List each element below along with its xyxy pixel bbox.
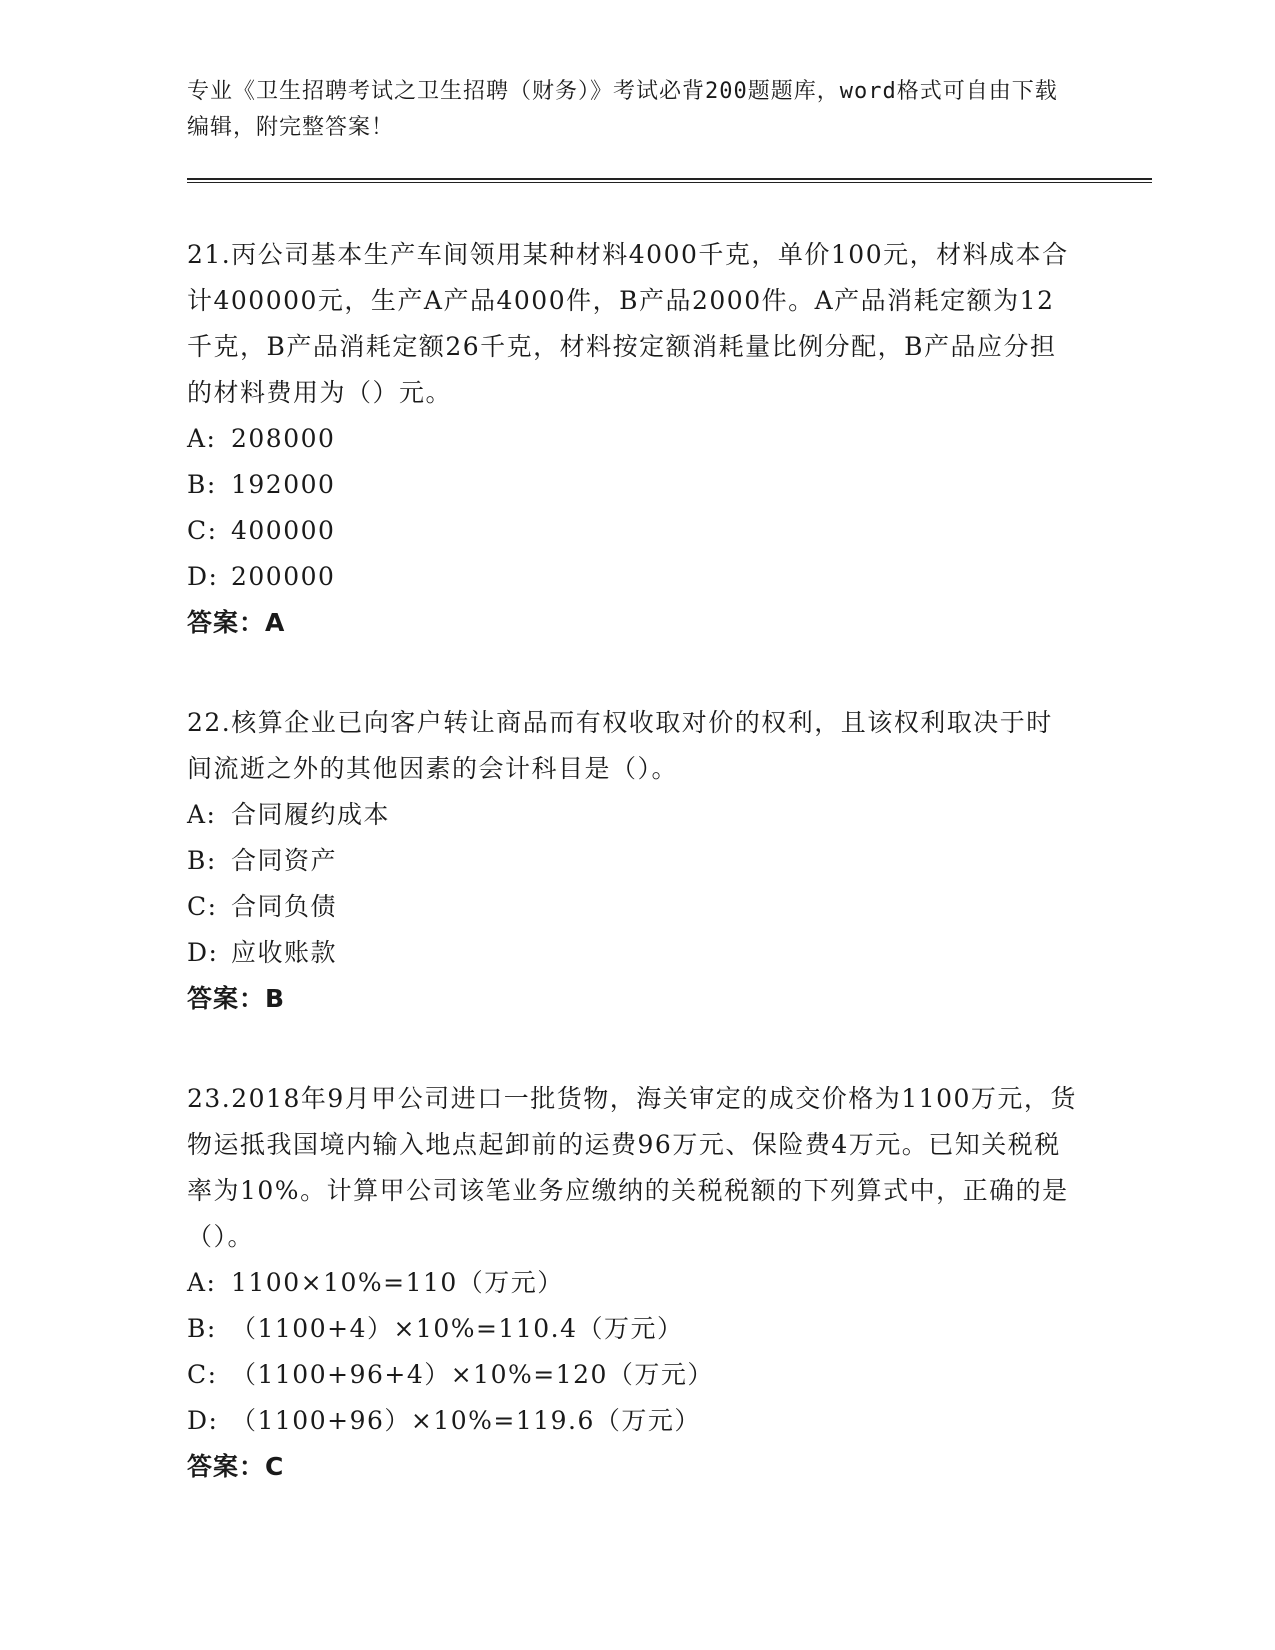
option-text: 合同负债 bbox=[231, 892, 338, 921]
question-list bbox=[187, 232, 1087, 1544]
option-key: A: bbox=[187, 800, 217, 829]
option-text: （1100+96）×10%=119.6（万元） bbox=[231, 1406, 701, 1435]
option-b bbox=[187, 838, 1087, 884]
option-key: D: bbox=[187, 938, 219, 967]
option-key: D: bbox=[187, 562, 219, 591]
option-key: B: bbox=[187, 846, 217, 875]
option-key: C: bbox=[187, 516, 218, 545]
option-list bbox=[187, 792, 1087, 976]
answer-line: 答案：A bbox=[187, 608, 286, 637]
option-key: C: bbox=[187, 1360, 218, 1389]
option-a bbox=[187, 416, 1087, 462]
document-header: 专业《卫生招聘考试之卫生招聘（财务）》考试必背200题题库，word格式可自由下载编辑，附完整答案！ bbox=[187, 79, 1058, 140]
option-c bbox=[187, 508, 1087, 554]
option-a bbox=[187, 1260, 1087, 1306]
option-list bbox=[187, 416, 1087, 600]
option-c bbox=[187, 1352, 1087, 1398]
option-text: 192000 bbox=[231, 470, 336, 499]
option-key: A: bbox=[187, 424, 217, 453]
option-d bbox=[187, 1398, 1087, 1444]
question-stem: 23.2018年9月甲公司进口一批货物，海关审定的成交价格为1100万元，货物运抵我国境内输入地点起卸前的运费96万元、保险费4万元。已知关税税率为10%。计算甲公司该笔业务应缴纳的关税税额的下列算式中，正确的是（）。 bbox=[187, 1084, 1077, 1251]
option-d bbox=[187, 554, 1087, 600]
question-22 bbox=[187, 700, 1087, 1022]
question-stem: 21.丙公司基本生产车间领用某种材料4000千克，单价100元，材料成本合计400000元，生产A产品4000件，B产品2000件。A产品消耗定额为12千克，B产品消耗定额26千克，材料按定额消耗量比例分配，B产品应分担的材料费用为（）元。 bbox=[187, 240, 1069, 407]
option-a bbox=[187, 792, 1087, 838]
option-text: 应收账款 bbox=[231, 938, 338, 967]
option-text: 400000 bbox=[231, 516, 336, 545]
question-21 bbox=[187, 232, 1087, 646]
option-text: 1100×10%=110（万元） bbox=[231, 1268, 564, 1297]
option-key: A: bbox=[187, 1268, 217, 1297]
answer-line: 答案：C bbox=[187, 1452, 285, 1481]
option-key: B: bbox=[187, 1314, 217, 1343]
option-b bbox=[187, 1306, 1087, 1352]
option-key: C: bbox=[187, 892, 218, 921]
option-key: B: bbox=[187, 470, 217, 499]
option-d bbox=[187, 930, 1087, 976]
option-key: D: bbox=[187, 1406, 219, 1435]
option-text: 208000 bbox=[231, 424, 336, 453]
option-text: 合同履约成本 bbox=[231, 800, 391, 829]
option-list bbox=[187, 1260, 1087, 1444]
option-text: 合同资产 bbox=[231, 846, 338, 875]
answer-line: 答案：B bbox=[187, 984, 286, 1013]
header-divider bbox=[187, 178, 1152, 183]
option-text: 200000 bbox=[231, 562, 336, 591]
question-23 bbox=[187, 1076, 1087, 1490]
question-stem: 22.核算企业已向客户转让商品而有权收取对价的权利，且该权利取决于时间流逝之外的其他因素的会计科目是（）。 bbox=[187, 708, 1053, 783]
option-c bbox=[187, 884, 1087, 930]
option-text: （1100+4）×10%=110.4（万元） bbox=[231, 1314, 684, 1343]
option-b bbox=[187, 462, 1087, 508]
option-text: （1100+96+4）×10%=120（万元） bbox=[231, 1360, 714, 1389]
